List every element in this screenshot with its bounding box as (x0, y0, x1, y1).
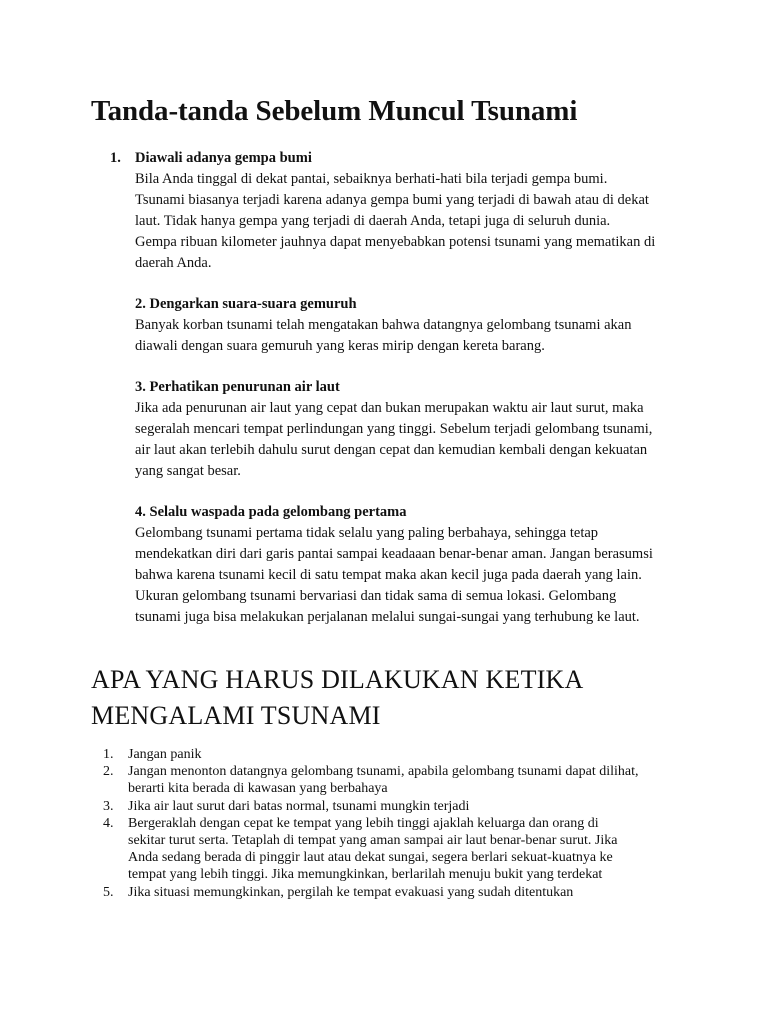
item-line: sekitar turut serta. Tetaplah di tempat yang aman sampai air laut benar-benar surut. Jika (128, 833, 618, 849)
item-number: 4. (103, 815, 114, 831)
item-text (128, 884, 693, 901)
item-number: 2. (103, 764, 114, 780)
item-text (128, 763, 693, 797)
paragraph-line: mendekatkan diri dari garis pantai sampai keadaaan benar-benar aman. Jangan berasumsi (135, 546, 653, 562)
item-line: Jangan panik (128, 747, 202, 762)
warning-signs-list (110, 148, 690, 648)
heading-line: MENGALAMI TSUNAMI (91, 701, 381, 730)
item-line: berarti kita berada di kawasan yang berbahaya (128, 781, 388, 797)
list-item (103, 815, 693, 884)
list-item (110, 148, 690, 274)
paragraph-line: segeralah mencari tempat perlindungan yang tinggi. Sebelum terjadi gelombang tsunami, (135, 421, 653, 437)
item-line: Bergeraklah dengan cepat ke tempat yang lebih tinggi ajaklah keluarga dan orang di (128, 815, 599, 831)
list-item (103, 746, 693, 763)
actions-list (103, 746, 693, 901)
item-paragraph (135, 523, 690, 628)
item-line: Anda sedang berada di pinggir laut atau dekat sungai, segera berlari sekuat-kuatnya ke (128, 850, 613, 866)
section-heading (91, 662, 651, 734)
paragraph-line: Gempa ribuan kilometer jauhnya dapat menyebabkan potensi tsunami yang mematikan di (135, 234, 656, 250)
item-paragraph (135, 169, 690, 274)
paragraph-line: Gelombang tsunami pertama tidak selalu yang paling berbahaya, sehingga tetap (135, 525, 599, 541)
item-heading: 4. Selalu waspada pada gelombang pertama (135, 504, 407, 520)
list-item (103, 798, 693, 815)
item-number: 1. (110, 150, 121, 166)
list-item (110, 377, 690, 482)
item-number: 5. (103, 884, 114, 900)
item-text (128, 746, 693, 763)
item-line: Jangan menonton datangnya gelombang tsunami, apabila gelombang tsunami dapat dilihat, (128, 764, 639, 780)
paragraph-line: daerah Anda. (135, 255, 212, 271)
list-item (103, 884, 693, 901)
paragraph-line: yang sangat besar. (135, 463, 241, 479)
item-heading: 2. Dengarkan suara-suara gemuruh (135, 296, 357, 312)
paragraph-line: Ukuran gelombang tsunami bervariasi dan tidak sama di semua lokasi. Gelombang (135, 588, 617, 604)
paragraph-line: laut. Tidak hanya gempa yang terjadi di daerah Anda, tetapi juga di seluruh dunia. (135, 213, 611, 229)
paragraph-line: air laut akan terlebih dahulu surut dengan cepat dan kemudian kembali dengan kekuatan (135, 442, 648, 458)
paragraph-line: Bila Anda tinggal di dekat pantai, sebaiknya berhati-hati bila terjadi gempa bumi. (135, 171, 608, 187)
paragraph-line: diawali dengan suara gemuruh yang keras mirip dengan kereta barang. (135, 338, 545, 354)
document-title: Tanda-tanda Sebelum Muncul Tsunami (91, 95, 578, 127)
list-item (110, 502, 690, 628)
list-item (110, 294, 690, 357)
item-text (128, 798, 693, 815)
item-line: Jika situasi memungkinkan, pergilah ke tempat evakuasi yang sudah ditentukan (128, 884, 574, 900)
item-line: tempat yang lebih tinggi. Jika memungkinkan, berlarilah menuju bukit yang terdekat (128, 867, 603, 883)
item-text (128, 815, 693, 884)
item-line: Jika air laut surut dari batas normal, tsunami mungkin terjadi (128, 798, 470, 814)
item-heading: 3. Perhatikan penurunan air laut (135, 379, 340, 395)
paragraph-line: tsunami juga bisa melakukan perjalanan melalui sungai-sungai yang terhubung ke laut. (135, 609, 640, 625)
list-item (103, 763, 693, 797)
paragraph-line: Jika ada penurunan air laut yang cepat dan bukan merupakan waktu air laut surut, maka (135, 400, 644, 416)
item-heading: Diawali adanya gempa bumi (135, 150, 312, 166)
paragraph-line: bahwa karena tsunami kecil di satu tempat maka akan kecil juga pada daerah yang lain. (135, 567, 642, 583)
paragraph-line: Tsunami biasanya terjadi karena adanya gempa bumi yang terjadi di bawah atau di dekat (135, 192, 649, 208)
item-paragraph (135, 315, 690, 357)
item-number: 3. (103, 798, 114, 814)
paragraph-line: Banyak korban tsunami telah mengatakan bahwa datangnya gelombang tsunami akan (135, 317, 632, 333)
item-paragraph (135, 398, 690, 482)
heading-line: APA YANG HARUS DILAKUKAN KETIKA (91, 665, 584, 694)
item-number: 1. (103, 747, 114, 762)
